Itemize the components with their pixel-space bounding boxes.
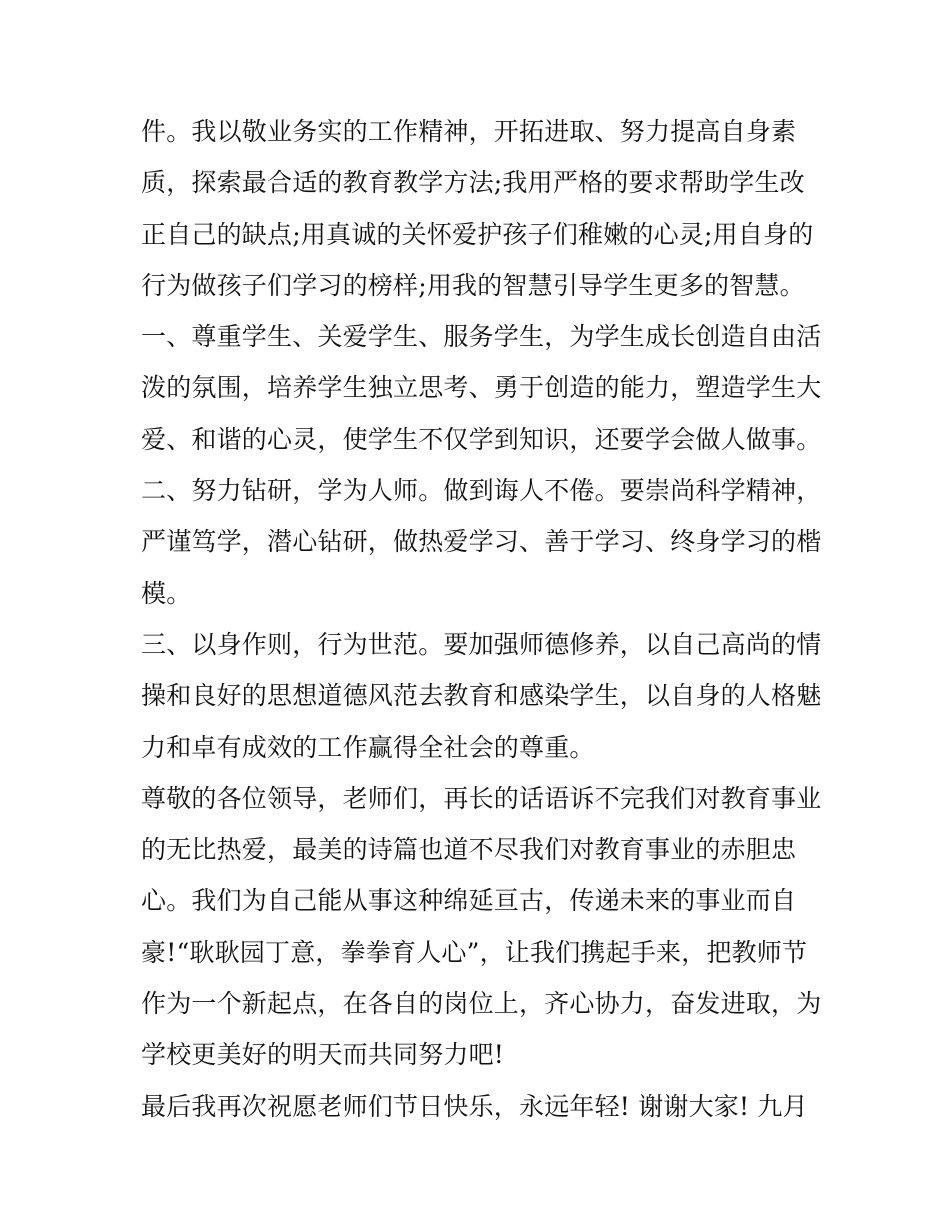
text-line: 力和卓有成效的工作赢得全社会的尊重。 [141, 732, 595, 762]
text-line: 件。我以敬业务实的工作精神，开拓进取、努力提高自身素 [141, 117, 797, 146]
text-line: 模。 [141, 578, 192, 608]
text-line: 严谨笃学，潜心钻研，做热爱学习、善于学习、终身学习的楷 [141, 527, 822, 557]
text-line: 操和良好的思想道德风范去教育和感染学生，以自身的人格魅 [141, 681, 822, 711]
body-text [141, 106, 821, 1132]
text-line: 尊敬的各位领导，老师们，再长的话语诉不完我们对教育事业 [141, 783, 822, 813]
text-line: 三、以身作则，行为世范。要加强师德修养，以自己高尚的情 [141, 629, 822, 659]
text-line: 学校更美好的明天而共同努力吧! [141, 1040, 505, 1070]
text-line: 豪!“耿耿园丁意，拳拳育人心”，让我们携起手来，把教师节 [141, 937, 808, 967]
text-line: 行为做孩子们学习的榜样;用我的智慧引导学生更多的智慧。 [141, 270, 805, 300]
text-line: 作为一个新起点，在各自的岗位上，齐心协力，奋发进取，为 [141, 989, 822, 1019]
text-line: 二、努力钻研，学为人师。做到诲人不倦。要崇尚科学精神， [141, 476, 822, 506]
text-line: 的无比热爱，最美的诗篇也道不尽我们对教育事业的赤胆忠 [141, 835, 797, 865]
text-line: 一、尊重学生、关爱学生、服务学生，为学生成长创造自由活 [141, 322, 822, 352]
text-line: 最后我再次祝愿老师们节日快乐，永远年轻! 谢谢大家! 九月 [141, 1091, 808, 1121]
text-line: 正自己的缺点;用真诚的关怀爱护孩子们稚嫩的心灵;用自身的 [141, 219, 814, 249]
text-line: 心。我们为自己能从事这种绵延亘古，传递未来的事业而自 [141, 886, 797, 916]
text-line: 质，探索最合适的教育教学方法;我用严格的要求帮助学生改 [141, 168, 805, 198]
text-line: 爱、和谐的心灵，使学生不仅学到知识，还要学会做人做事。 [141, 424, 822, 454]
text-line: 泼的氛围，培养学生独立思考、勇于创造的能力，塑造学生大 [141, 373, 822, 403]
